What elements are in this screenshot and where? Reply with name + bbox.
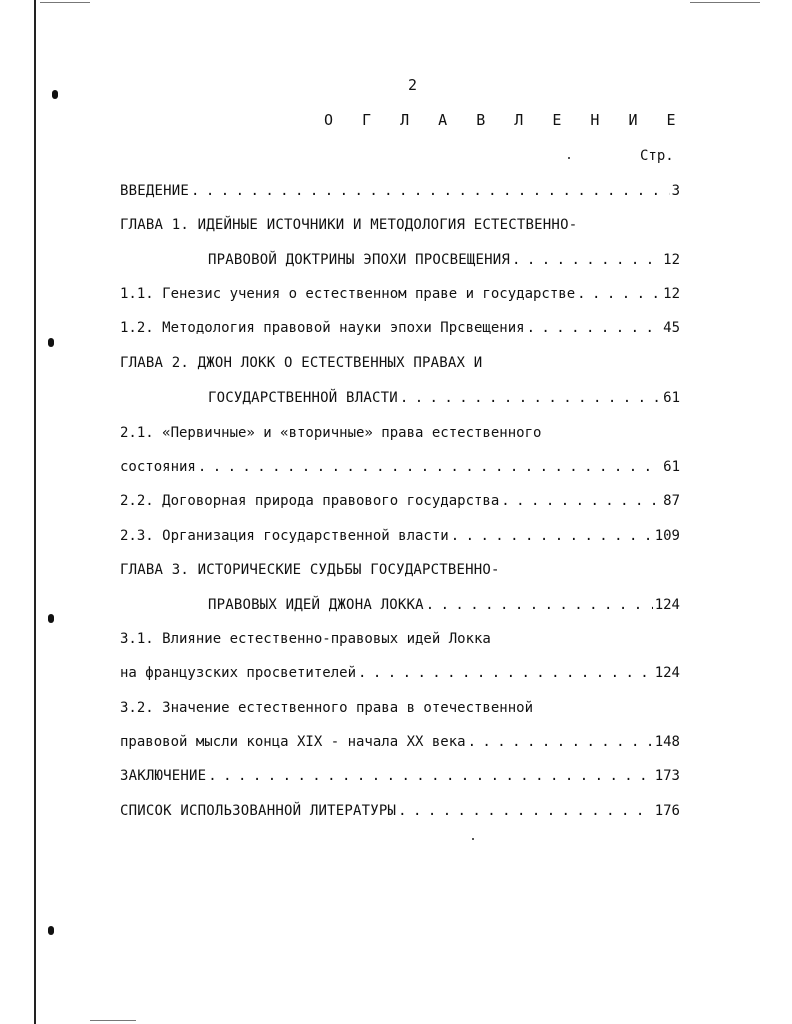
toc-entry-page: 45 [663, 320, 680, 336]
dot-leader [527, 319, 662, 337]
toc-entry-label: ГОСУДАРСТВЕННОЙ ВЛАСТИ [208, 390, 398, 406]
toc-entry-label: ПРАВОВОЙ ДОКТРИНЫ ЭПОХИ ПРОСВЕЩЕНИЯ [208, 252, 511, 268]
page-column-label: Стр. [640, 148, 674, 164]
toc-entry-section-1-1 [120, 285, 680, 303]
dot-leader [426, 596, 653, 614]
toc-entry-page: 61 [663, 459, 680, 475]
dot-leader [400, 389, 661, 407]
dot-leader [198, 458, 661, 476]
toc-entry-label: 2.2. Договорная природа правового государства [120, 493, 500, 509]
toc-entry-section-3-2 [120, 733, 680, 751]
dot-leader [191, 182, 670, 200]
toc-entry-page: 176 [654, 803, 680, 819]
dot-leader [398, 802, 653, 820]
toc-chapter-3-line1: ГЛАВА 3. ИСТОРИЧЕСКИЕ СУДЬБЫ ГОСУДАРСТВЕННО- [120, 562, 500, 578]
toc-section-3-2-line1: 3.2. Значение естественного права в отечественной [120, 700, 534, 716]
toc-entry-page: 3 [671, 183, 680, 199]
toc-entry-label: ПРАВОВЫХ ИДЕЙ ДЖОНА ЛОККА [208, 597, 424, 613]
toc-section-2-1-line1: 2.1. «Первичные» и «вторичные» права естественного [120, 425, 542, 441]
toc-entry-page: 109 [654, 528, 680, 544]
toc-entry-section-2-3 [120, 527, 680, 545]
toc-section-3-1-line1: 3.1. Влияние естественно-правовых идей Локка [120, 631, 491, 647]
toc-entry-bibliography [120, 802, 680, 820]
dot-leader [358, 664, 653, 682]
toc-entry-chapter-3 [208, 596, 680, 614]
toc-entry-label: на французских просветителей [120, 665, 357, 681]
toc-entry-label: СПИСОК ИСПОЛЬЗОВАННОЙ ЛИТЕРАТУРЫ [120, 803, 397, 819]
toc-entry-page: 12 [663, 286, 680, 302]
toc-chapter-2-line1: ГЛАВА 2. ДЖОН ЛОКК О ЕСТЕСТВЕННЫХ ПРАВАХ И [120, 355, 483, 371]
toc-entry-label: правовой мысли конца XIX - начала XX века [120, 734, 466, 750]
page-title: О Г Л А В Л Е Н И Е [324, 111, 686, 129]
toc-entry-label: ВВЕДЕНИЕ [120, 183, 190, 199]
dot-leader [451, 527, 653, 545]
toc-chapter-1-line1: ГЛАВА 1. ИДЕЙНЫЕ ИСТОЧНИКИ И МЕТОДОЛОГИЯ ЕСТЕСТВЕННО- [120, 217, 578, 233]
dot-leader [512, 251, 661, 269]
toc-entry-intro [120, 182, 680, 200]
toc-entry-label: 1.2. Методология правовой науки эпохи Прсвещения [120, 320, 525, 336]
toc-entry-page: 124 [654, 665, 680, 681]
toc-entry-section-2-1 [120, 458, 680, 476]
dot-leader [501, 492, 661, 510]
toc-entry-page: 12 [663, 252, 680, 268]
toc-entry-page: 124 [654, 597, 680, 613]
toc-entry-label: 2.3. Организация государственной власти [120, 528, 449, 544]
dot-leader [577, 285, 661, 303]
toc-entry-label: ЗАКЛЮЧЕНИЕ [120, 768, 207, 784]
toc-entry-page: 148 [654, 734, 680, 750]
toc-entry-label: состояния [120, 459, 196, 475]
toc-entry-chapter-1 [208, 251, 680, 269]
dot-leader [208, 767, 652, 785]
toc-entry-page: 87 [663, 493, 680, 509]
toc-entry-section-3-1 [120, 664, 680, 682]
dot-leader [468, 733, 653, 751]
page-number: 2 [408, 76, 418, 94]
toc-entry-conclusion [120, 767, 680, 785]
toc-entry-section-2-2 [120, 492, 680, 510]
toc-entry-page: 61 [663, 390, 680, 406]
toc-entry-page: 173 [654, 768, 680, 784]
toc-entry-label: 1.1. Генезис учения о естественном праве и государстве [120, 286, 576, 302]
toc-entry-section-1-2 [120, 319, 680, 337]
toc-entry-chapter-2 [208, 389, 680, 407]
